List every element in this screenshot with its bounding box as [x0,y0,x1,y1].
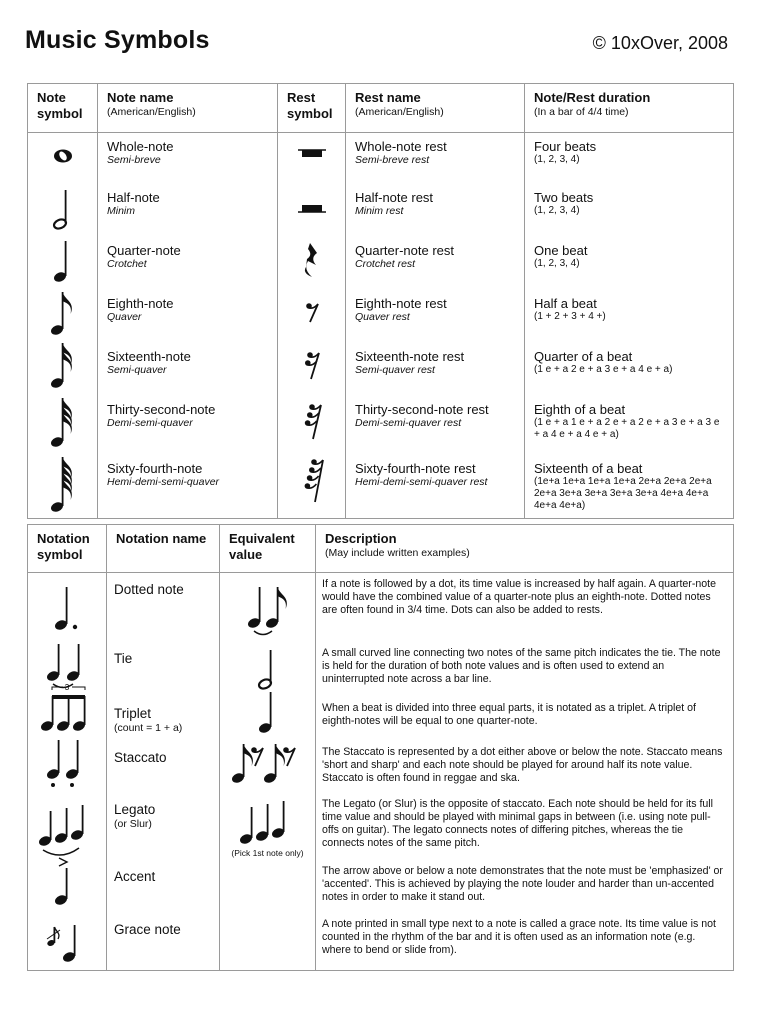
col-header-notation-name: Notation name [107,525,220,573]
notation-name-cell [107,860,220,913]
equivalent-value-cell [220,793,316,860]
page-title: Music Symbols [25,26,210,54]
note-name: Eighth-note [107,296,174,311]
notation-name: Dotted note [114,582,184,597]
table-row [28,860,734,913]
notation-symbol-cell [28,683,107,741]
equivalent-value-cell [220,642,316,697]
note-name-english: Crotchet [107,258,147,270]
beat-count: (1, 2, 3, 4) [534,154,580,165]
beat-count: (1, 2, 3, 4) [534,205,580,216]
notation-name-cell [107,697,220,741]
tied-quarter-eighth-icon [224,573,312,637]
rest-name: Thirty-second-note rest [355,402,489,417]
sixteenth-rest-icon [282,343,342,391]
table-header-row [28,84,734,133]
rest-name-cell [346,455,525,519]
col-header-note-name: Note name (American/English) [98,84,278,133]
legato-icon [31,793,103,855]
duration-cell [525,237,734,290]
notation-name: Grace note [114,922,181,937]
notation-subname: (or Slur) [114,818,152,830]
duration-label: Two beats [534,190,594,205]
rest-name-english: Demi-semi-quaver rest [355,417,462,429]
dotted-note-icon [31,573,103,637]
staccato-equivalent-icon [224,741,312,788]
note-symbol-cell [28,343,98,396]
whole-note-icon [33,133,93,179]
description-cell: The Staccato is represented by a dot either above or below the note. Staccato means 'short and sharp' and each note should be played for around half its note value. Staccato is often found in reggae and ska. [316,741,734,793]
notation-symbol-cell [28,793,107,860]
equivalent-value-cell [220,860,316,913]
description-cell: The arrow above or below a note demonstrates that the note must be 'emphasized' or 'accented'. This is achieved by playing the note louder and harder than un-accented notes in order to make it stand out. [316,860,734,913]
duration-label: Quarter of a beat [534,349,633,364]
rest-symbol-cell [278,455,346,519]
notation-name-cell [107,642,220,697]
notation-name-cell [107,913,220,971]
note-name-cell [98,343,278,396]
table-row [28,741,734,793]
sixteenth-note-icon [33,343,93,391]
note-symbol-cell [28,184,98,237]
note-name-english: Semi-breve [107,154,161,166]
rest-symbol-cell [278,396,346,455]
note-symbol-cell [28,455,98,519]
note-name-cell [98,455,278,519]
notation-name-cell [107,741,220,793]
description-cell: A small curved line connecting two notes of the same pitch indicates the tie. The note is held for the duration of both note values and is often used to extend an uninterrupted note across a bar line. [316,642,734,697]
rest-name-cell [346,184,525,237]
description-cell: If a note is followed by a dot, its time value is increased by half again. A quarter-note would have the combined value of a quarter-note plus an eighth-note. Dotted notes are often found in 3/4 time. Dots can also be added to rests. [316,573,734,643]
notation-table [27,524,734,971]
duration-cell [525,133,734,185]
note-name: Sixteenth-note [107,349,191,364]
table-row [28,290,734,343]
note-name: Half-note [107,190,160,205]
notation-name: Staccato [114,750,167,765]
legato-equivalent-icon [224,793,312,845]
table-row [28,184,734,237]
rest-symbol-cell [278,343,346,396]
equivalent-value-cell [220,913,316,971]
rest-name: Whole-note rest [355,139,447,154]
rest-name-cell [346,237,525,290]
table-row [28,913,734,971]
notation-name: Accent [114,869,156,884]
notation-symbol-cell [28,741,107,793]
rest-symbol-cell [278,184,346,237]
rest-name-english: Hemi-demi-semi-quaver rest [355,476,488,488]
rest-name-english: Minim rest [355,205,404,217]
grace-note-icon [31,913,103,965]
table-row [28,573,734,643]
beat-count: (1 e + a 2 e + a 3 e + a 4 e + a) [534,364,673,375]
col-header-equivalent-value: Equivalent value [220,525,316,573]
rest-name: Half-note rest [355,190,434,205]
note-name: Whole-note [107,139,174,154]
svg-text:3: 3 [64,683,70,692]
notation-symbol-cell [28,573,107,643]
notation-name: Tie [114,651,133,666]
rest-name-cell [346,290,525,343]
rest-symbol-cell [278,133,346,185]
notation-name: Legato [114,802,156,817]
duration-label: One beat [534,243,588,258]
rest-symbol-cell [278,290,346,343]
equivalent-value-cell [220,741,316,793]
description-cell: When a beat is divided into three equal parts, it is notated as a triplet. A triplet of eighth-notes will be equal to one quarter-note. [316,697,734,741]
table-row [28,793,734,860]
table-row [28,455,734,519]
thirtysecond-note-icon [33,396,93,450]
accent-icon [31,860,103,908]
duration-label: Eighth of a beat [534,402,626,417]
note-name-cell [98,184,278,237]
rest-name-english: Semi-breve rest [355,154,430,166]
table-row [28,396,734,455]
equivalent-value-cell [220,573,316,643]
notation-symbol-cell [28,913,107,971]
note-symbol-cell [28,290,98,343]
note-name-cell [98,133,278,185]
note-name-cell [98,396,278,455]
notation-name-cell [107,793,220,860]
equivalent-note: (Pick 1st note only) [231,848,304,858]
rest-name: Sixteenth-note rest [355,349,465,364]
eighth-note-icon [33,290,93,338]
sixtyfourth-rest-icon [282,455,342,513]
quarter-note-icon [224,697,312,736]
quarter-note-icon [33,237,93,285]
col-header-notation-symbol: Notation symbol [28,525,107,573]
note-name-english: Quaver [107,311,142,323]
duration-label: Half a beat [534,296,597,311]
table-row [28,237,734,290]
beat-count: (1 + 2 + 3 + 4 +) [534,311,606,322]
duration-label: Sixteenth of a beat [534,461,643,476]
rest-name-english: Quaver rest [355,311,410,323]
note-name-english: Minim [107,205,135,217]
note-symbol-cell [28,133,98,185]
note-rest-table [27,83,734,519]
rest-name: Eighth-note rest [355,296,447,311]
beat-count: (1 e + a 1 e + a 2 e + a 2 e + a 3 e + a 3 e + a 4 e + a 4 e + a) [534,417,720,440]
duration-cell [525,184,734,237]
rest-name: Quarter-note rest [355,243,454,258]
col-header-description: Description (May include written examples) [316,525,734,573]
beat-count: (1e+a 1e+a 1e+a 1e+a 2e+a 2e+a 2e+a 2e+a 3e+a 3e+a 3e+a 3e+a 4e+a 4e+a 4e+a 4e+a) [534,476,712,511]
notation-symbol-cell [28,860,107,913]
duration-cell [525,396,734,455]
note-symbol-cell [28,237,98,290]
half-note-icon [33,184,93,232]
duration-cell [525,455,734,519]
staccato-icon [31,741,103,788]
note-name: Sixty-fourth-note [107,461,203,476]
table-row [28,642,734,697]
duration-cell [525,290,734,343]
col-header-note-symbol: Note symbol [28,84,98,133]
copyright: © 10xOver, 2008 [592,33,728,53]
table-row [28,343,734,396]
quarter-rest-icon [282,237,342,285]
table-row [28,133,734,185]
note-name-english: Hemi-demi-semi-quaver [107,476,220,488]
eighth-rest-icon [282,290,342,338]
note-name-english: Demi-semi-quaver [107,417,193,429]
table-row [28,697,734,741]
rest-name-cell [346,396,525,455]
rest-name-cell [346,343,525,396]
rest-name-english: Crotchet rest [355,258,416,270]
description-cell: A note printed in small type next to a note is called a grace note. Its time value is not counted in the rhythm of the bar and it is often used as an information note (e.g. where to bend or slide from). [316,913,734,971]
duration-label: Four beats [534,139,597,154]
note-name: Thirty-second-note [107,402,216,417]
triplet-icon [31,683,103,736]
rest-name-english: Semi-quaver rest [355,364,435,376]
thirtysecond-rest-icon [282,396,342,450]
table-header-row [28,525,734,573]
col-header-duration: Note/Rest duration (In a bar of 4/4 time) [525,84,734,133]
note-name: Quarter-note [107,243,181,258]
half-note-icon [224,642,312,692]
note-name-english: Semi-quaver [107,364,167,376]
rest-name-cell [346,133,525,185]
sixtyfourth-note-icon [33,455,93,513]
notation-name: Triplet [114,706,152,721]
description-cell: The Legato (or Slur) is the opposite of staccato. Each note should be held for its full time value and should be played with minimal gaps in between (i.e. using note pull-offs on guitar). The legato connects notes of differing pitches, whereas the tie connects notes of the same pitch. [316,793,734,860]
note-name-cell [98,237,278,290]
note-name-cell [98,290,278,343]
whole-rest-icon [282,133,342,179]
half-rest-icon [282,184,342,232]
equivalent-value-cell [220,697,316,741]
col-header-rest-symbol: Rest symbol [278,84,346,133]
note-symbol-cell [28,396,98,455]
notation-subname: (count = 1 + a) [114,722,183,734]
rest-symbol-cell [278,237,346,290]
duration-cell [525,343,734,396]
notation-name-cell [107,573,220,643]
beat-count: (1, 2, 3, 4) [534,258,580,269]
rest-name: Sixty-fourth-note rest [355,461,476,476]
col-header-rest-name: Rest name (American/English) [346,84,525,133]
